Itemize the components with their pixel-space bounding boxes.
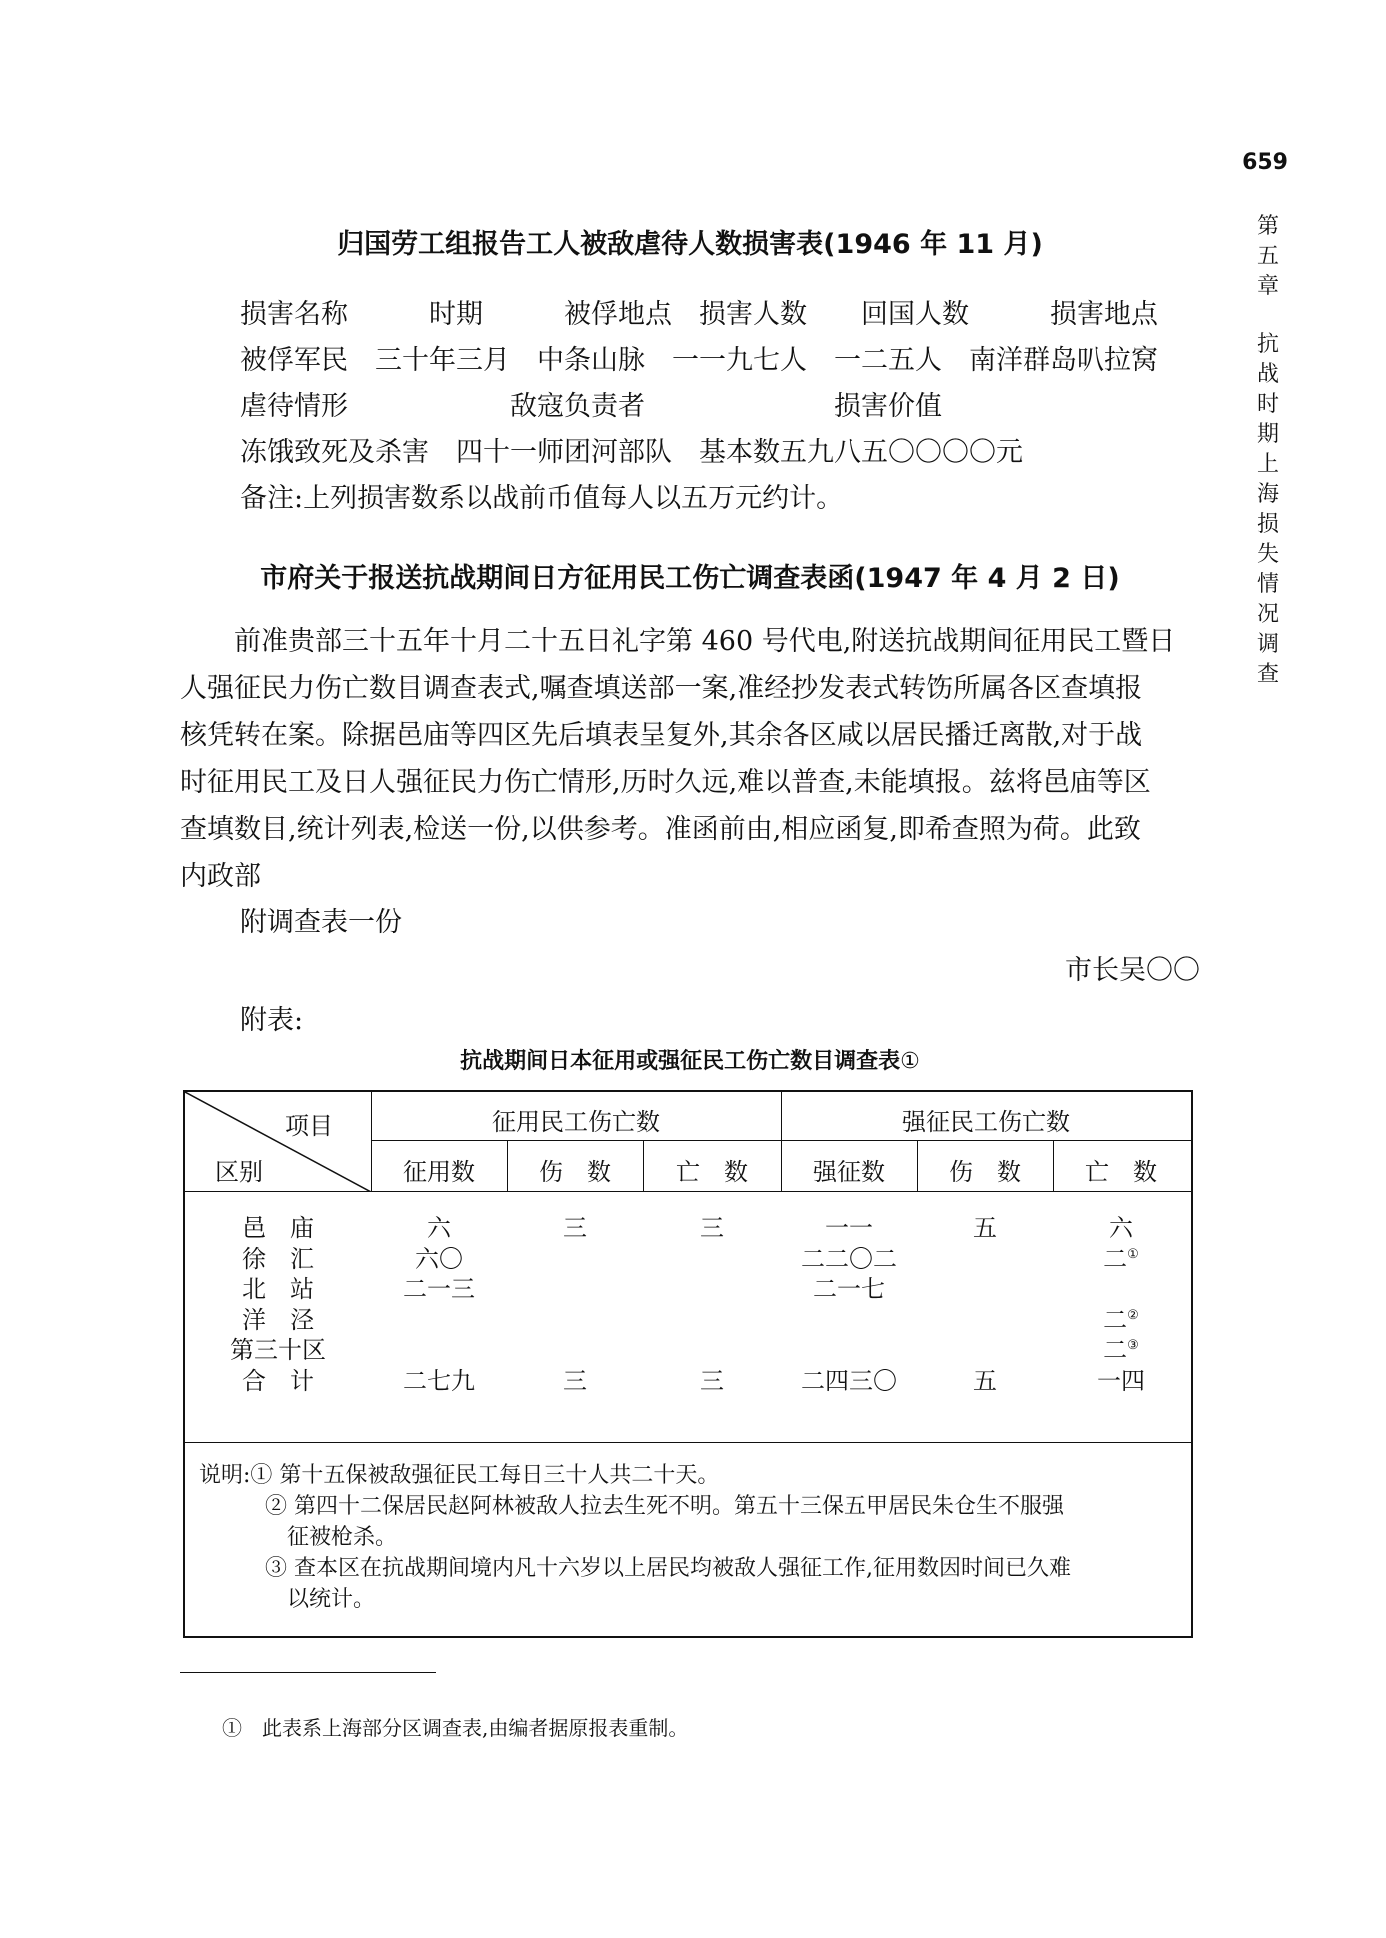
attachment-line: 附调查表一份	[240, 907, 402, 938]
table-cell: 二①	[1103, 1244, 1139, 1273]
table-cell: 六	[1109, 1214, 1133, 1242]
section1-remark: 备注:上列损害数系以战前币值每人以五万元约计。	[240, 483, 844, 514]
corner-diagonal	[185, 1092, 371, 1192]
side-tab-chapter: 第 五 章	[1256, 214, 1279, 299]
section2-heading: 市府关于报送抗战期间日方征用民工伤亡调查表函(1947 年 4 月 2 日)	[260, 563, 1120, 594]
letter-line: 内政部	[180, 861, 261, 892]
section1-line: 虐待情形 敌寇负责者 损害价值	[240, 391, 942, 422]
table-cell: 二②	[1103, 1305, 1139, 1334]
letter-line: 查填数目,统计列表,检送一份,以供参考。准函前由,相应函复,即希查照为荷。此致	[180, 814, 1141, 845]
sub-header: 伤 数	[539, 1158, 611, 1186]
cell-footnote-mark: ③	[1127, 1338, 1139, 1353]
table-cell: 三	[700, 1214, 724, 1242]
table-cell: 二二〇二	[801, 1244, 897, 1273]
note-line: 征被枪杀。	[199, 1525, 398, 1550]
table-cell: 六〇	[415, 1244, 463, 1273]
district-cell: 第三十区	[230, 1336, 326, 1364]
table-title-footnote-mark: ①	[900, 1049, 920, 1074]
letter-line: 人强征民力伤亡数目调查表式,嘱查填送部一案,准经抄发表式转饬所属各区查填报	[180, 673, 1143, 704]
survey-table	[183, 1090, 1193, 1638]
letter-line: 时征用民工及日人强征民力伤亡情形,历时久远,难以普查,未能填报。兹将邑庙等区	[180, 767, 1151, 798]
sub-header: 伤 数	[949, 1158, 1021, 1186]
table-cell: 二一七	[813, 1275, 885, 1303]
side-tab-title: 抗 战 时 期 上 海 损 失 情 况 调 查	[1256, 332, 1279, 687]
table-cell: 二四三〇	[801, 1366, 897, 1395]
section1-heading: 归国劳工组报告工人被敌虐待人数损害表(1946 年 11 月)	[337, 229, 1043, 260]
note-line: ③ 查本区在抗战期间境内凡十六岁以上居民均被敌人强征工作,征用数因时间已久难	[199, 1556, 1071, 1581]
district-cell: 邑 庙	[242, 1214, 314, 1242]
note-line: ② 第四十二保居民赵阿林被敌人拉去生死不明。第五十三保五甲居民朱仓生不服强	[199, 1494, 1064, 1519]
letter-line: 核凭转在案。除据邑庙等四区先后填表呈复外,其余各区咸以居民播迁离散,对于战	[180, 720, 1143, 751]
section1-line: 冻饿致死及杀害 四十一师团河部队 基本数五九八五〇〇〇〇元	[240, 437, 1023, 468]
table-cell: 五	[973, 1366, 997, 1395]
table-notes	[199, 1460, 1071, 1615]
group-header-forced: 强征民工伤亡数	[902, 1108, 1070, 1136]
district-cell: 洋 泾	[242, 1305, 314, 1334]
sub-header: 亡 数	[1085, 1158, 1157, 1186]
table-cell: 三	[700, 1366, 724, 1395]
district-cell: 北 站	[242, 1275, 314, 1303]
table-cell: 六	[427, 1214, 451, 1242]
corner-header-district: 区别	[215, 1158, 263, 1186]
table-cell: 三	[563, 1214, 587, 1242]
page-number: 659	[1242, 150, 1288, 175]
signature: 市长吴〇〇	[1065, 955, 1200, 986]
table-cell: 五	[973, 1214, 997, 1242]
table-title	[180, 1044, 1200, 1075]
group-header-conscripted: 征用民工伤亡数	[492, 1108, 660, 1136]
table-cell: 三	[563, 1366, 587, 1395]
table-cell: 二一三	[403, 1275, 475, 1303]
sub-header: 征用数	[403, 1158, 475, 1186]
sub-header: 亡 数	[676, 1158, 748, 1186]
grid-line	[185, 1442, 1191, 1443]
table-cell: 一一	[825, 1214, 873, 1242]
cell-footnote-mark: ②	[1127, 1307, 1139, 1323]
footnote: ① 此表系上海部分区调查表,由编者据原报表重制。	[222, 1716, 689, 1740]
table-cell: 一四	[1097, 1366, 1145, 1395]
sub-header: 强征数	[813, 1158, 885, 1186]
table-title-text: 抗战期间日本征用或强征民工伤亡数目调查表	[460, 1049, 901, 1074]
corner-header-item: 项目	[285, 1112, 333, 1140]
table-cell: 二③	[1103, 1336, 1139, 1364]
footnote-rule	[180, 1672, 436, 1673]
section1-line: 被俘军民 三十年三月 中条山脉 一一九七人 一二五人 南洋群岛叭拉窝	[240, 345, 1158, 376]
letter-body	[180, 618, 1200, 900]
cell-footnote-mark: ①	[1127, 1246, 1139, 1262]
grid-line	[185, 1191, 1191, 1192]
chapter-side-tab	[1250, 212, 1286, 690]
section1-line: 损害名称 时期 被俘地点 损害人数 回国人数 损害地点	[240, 299, 1158, 330]
district-cell: 合 计	[242, 1366, 314, 1395]
letter-line: 前准贵部三十五年十月二十五日礼字第 460 号代电,附送抗战期间征用民工暨日	[180, 626, 1176, 657]
note-line: 说明:① 第十五保被敌强征民工每日三十人共二十天。	[199, 1463, 720, 1488]
district-cell: 徐 汇	[242, 1244, 314, 1273]
attachment-label: 附表:	[240, 1005, 304, 1036]
table-cell: 二七九	[403, 1366, 475, 1395]
note-line: 以统计。	[199, 1587, 376, 1612]
